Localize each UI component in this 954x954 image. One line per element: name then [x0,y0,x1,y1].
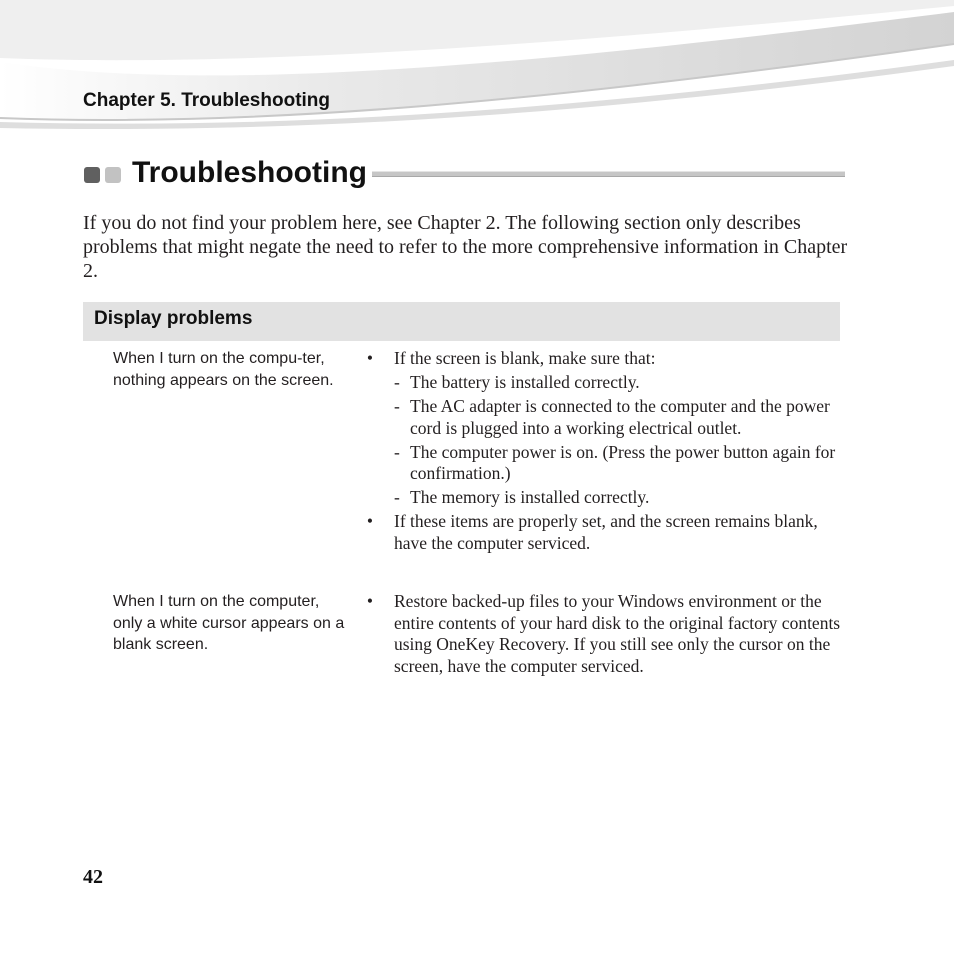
square-light-icon [105,167,121,183]
list-item [364,591,844,677]
dash-icon: - [394,441,400,462]
list-item [364,511,844,554]
problem-text: When I turn on the computer, only a white cursor appears on a blank screen. [113,593,345,653]
bullet-icon: • [366,591,374,611]
sub-text: The battery is installed correctly. [410,372,640,392]
chapter-header: Chapter 5. Troubleshooting [83,90,331,111]
dash-icon: - [394,396,400,416]
bullet-icon: • [366,348,374,368]
problem-text: When I turn on the compu-ter, nothing appears on the screen. [113,350,334,389]
bullet-text: If these items are properly set, and the screen remains blank, have the computer serviced. [394,511,818,553]
title-row [83,154,845,194]
solution-list [364,591,844,677]
bullet-text: If the screen is blank, make sure that: [394,348,656,368]
intro-paragraph: If you do not find your problem here, see Chapter 2. The following section only describes problems that might negate the need to refer to the more comprehensive information in Chapter 2. [83,212,848,282]
sub-text: The computer power is on. (Press the power button again for confirmation.) [410,441,836,483]
dash-icon: - [394,372,400,392]
sub-text: The memory is installed correctly. [410,487,650,507]
title-rule [372,171,845,177]
square-dark-icon [84,167,100,183]
sub-item [364,396,844,439]
section-header [83,302,840,341]
bullet-icon: • [366,511,374,531]
sub-text: The AC adapter is connected to the computer and the power cord is plugged into a working electrical outlet. [410,396,830,438]
list-item [364,348,844,370]
sub-item [364,487,844,509]
dash-icon: - [394,487,400,507]
bullet-text: Restore backed-up files to your Windows environment or the entire contents of your hard disk to the original factory contents using OneKey Recovery. If you still see only the cursor on the screen, have the computer serviced. [394,591,841,676]
sub-item [364,372,844,394]
page-number: 42 [83,866,103,888]
page-title: Troubleshooting [132,156,367,189]
section-title: Display problems [94,308,253,329]
solution-list [364,348,844,554]
sub-item [364,442,844,485]
